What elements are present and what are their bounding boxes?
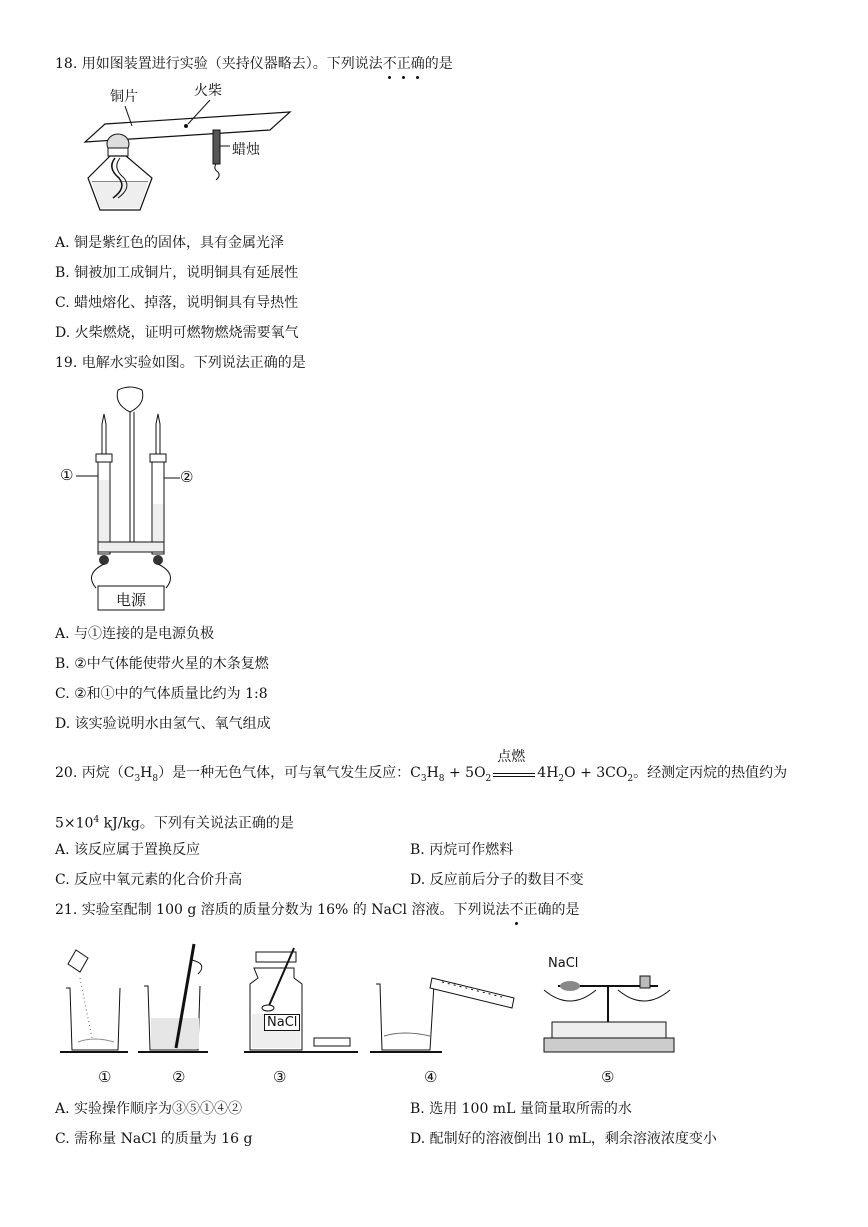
q21-option-d: D. 配制好的溶液倒出 10 mL，剩余溶液浓度变小: [410, 1131, 717, 1147]
electrode-1-label: ①: [60, 466, 74, 484]
match-label: 火柴: [194, 83, 222, 99]
q19-stem: 19. 电解水实验如图。下列说法正确的是: [55, 355, 306, 371]
heat-value-exp: 4: [93, 815, 100, 825]
reaction-condition: [491, 749, 537, 777]
q20-text-c: ）是一种无色气体，可与氧气发生反应：C: [158, 765, 421, 781]
eq-sub-2b: 2: [558, 773, 565, 784]
q20-text-b: H: [140, 765, 153, 781]
q19-option-b: B. ②中气体能使带火星的木条复燃: [55, 656, 269, 672]
q20-text-e: kJ/kg。下列有关说法正确的是: [99, 815, 294, 832]
q20-stem-line1: [55, 749, 788, 788]
q20-option-c: C. 反应中氧元素的化合价升高: [55, 872, 243, 888]
step-2-label: ②: [172, 1068, 186, 1086]
q21-text-b: 正确的是: [523, 902, 580, 918]
eq-sub-2c: 2: [627, 773, 634, 784]
eq-prod2: O + 3CO: [564, 765, 628, 781]
q20-stem-line2: [55, 811, 294, 833]
q20-option-d: D. 反应前后分子的数目不变: [410, 872, 584, 888]
power-supply-label: 电源: [116, 591, 147, 609]
q18-option-a: A. 铜是紫红色的固体，具有金属光泽: [55, 235, 285, 251]
step-5-label: ⑤: [601, 1068, 615, 1086]
candle-label: 蜡烛: [232, 142, 260, 158]
eq-sub-8: 8: [438, 773, 445, 784]
q18-option-d: D. 火柴燃烧，证明可燃物燃烧需要氧气: [55, 325, 299, 341]
q18-apparatus-figure: [70, 82, 310, 222]
q19-option-c: C. ②和①中的气体质量比约为 1:8: [55, 686, 268, 702]
q21-option-b: B. 选用 100 mL 量筒量取所需的水: [410, 1101, 632, 1117]
q19-option-a: A. 与①连接的是电源负极: [55, 626, 215, 642]
q20-text-d: 。经测定丙烷的热值约为: [633, 765, 788, 781]
q18-emphasis-1: 不: [382, 56, 397, 72]
eq-plus-o2: + 5O: [444, 765, 486, 781]
step-1-label: ①: [98, 1068, 112, 1086]
q18-emphasis-3: 确: [410, 56, 425, 72]
step-4-label: ④: [424, 1068, 438, 1086]
nacl-jar-label: NaCl: [264, 1014, 300, 1031]
q20-sub-8: 8: [152, 773, 159, 784]
copper-sheet-label: 铜片: [110, 89, 138, 105]
q20-sub-3: 3: [134, 773, 141, 784]
eq-sub-3: 3: [420, 773, 427, 784]
q18-option-b: B. 铜被加工成铜片，说明铜具有延展性: [55, 265, 299, 281]
q20-option-b: B. 丙烷可作燃料: [410, 842, 514, 858]
eq-sub-2a: 2: [485, 773, 492, 784]
equals-sign: [493, 773, 535, 777]
q21-text-a: 21. 实验室配制 100 g 溶质的质量分数为 16% 的 NaCl 溶液。下列说法: [55, 902, 510, 918]
q18-stem-end: 的是: [424, 56, 453, 72]
q18-emphasis-2: 正: [396, 56, 411, 72]
q18-option-c: C. 蜡烛熔化、掉落，说明铜具有导热性: [55, 295, 299, 311]
q19-electrolysis-figure: [58, 384, 198, 614]
q21-option-a: A. 实验操作顺序为③⑤①④②: [55, 1101, 243, 1117]
q21-procedure-figure: [58, 938, 678, 1086]
nacl-balance-label: NaCl: [548, 956, 579, 971]
ignition-condition-label: 点燃: [497, 749, 526, 765]
eq-h: H: [426, 765, 439, 781]
q18-stem: [55, 55, 453, 73]
q18-stem-text: 18. 用如图装置进行实验（夹持仪器略去）。下列说法: [55, 56, 383, 72]
q21-stem: [55, 901, 579, 919]
electrode-2-label: ②: [180, 468, 194, 486]
q20-option-a: A. 该反应属于置换反应: [55, 842, 201, 858]
heat-value: 5×10: [55, 815, 94, 832]
q19-option-d: D. 该实验说明水由氢气、氧气组成: [55, 716, 271, 732]
step-3-label: ③: [273, 1068, 287, 1086]
q20-text-a: 20. 丙烷（C: [55, 765, 135, 781]
q21-option-c: C. 需称量 NaCl 的质量为 16 g: [55, 1131, 253, 1147]
q21-emphasis: 不: [509, 902, 524, 918]
eq-prod1: 4H: [537, 765, 559, 781]
